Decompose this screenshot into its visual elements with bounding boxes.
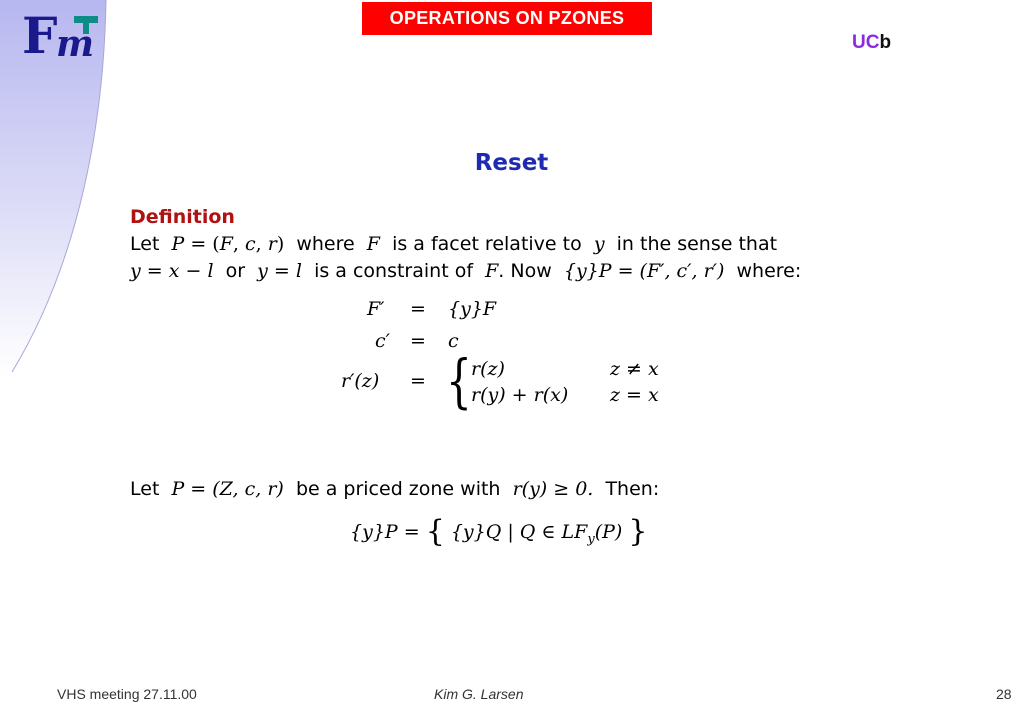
ucb-logo: UCb	[852, 32, 892, 53]
footer-event: VHS meeting 27.11.00	[57, 686, 197, 702]
slide-heading: Reset	[474, 150, 549, 176]
cases-brace: {	[446, 347, 472, 415]
eq-row2-rhs: c	[448, 330, 459, 352]
case1-condition: z ≠ x	[610, 358, 659, 380]
definition-line-1: Let P = (F, c, r) where F is a facet relative to y in the sense that	[130, 233, 778, 255]
result-equation: {y}P = { {y}Q | Q ∈ $LF_y(P)$ }	[350, 514, 648, 549]
theorem-line: Let P = (Z, c, r) be a priced zone with r(y) ≥ 0. Then:	[130, 478, 660, 500]
eq-row1-lhs: F′	[367, 298, 385, 320]
eq-row3-eq: =	[410, 370, 426, 392]
page-number: 28	[996, 686, 1012, 702]
case2-condition: z = x	[610, 384, 659, 406]
eq-row2-lhs: c′	[375, 330, 390, 352]
eq-row1-rhs: {y}F	[448, 298, 497, 320]
eq-row2-eq: =	[410, 330, 426, 352]
eq-row3-lhs: r′(z)	[341, 370, 380, 392]
fm-logo: F m	[22, 10, 102, 64]
eq-row1-eq: =	[410, 298, 426, 320]
case2-value: r(y) + r(x)	[471, 384, 569, 406]
definition-line-2: y = x − l or y = l is a constraint of F. Now {y}P = (F′, c′, r′) where:	[130, 260, 802, 282]
definition-label: Definition	[130, 206, 235, 228]
case1-value: r(z)	[471, 358, 505, 380]
slide-title-banner: OPERATIONS ON PZONES	[362, 2, 652, 35]
footer-author: Kim G. Larsen	[434, 686, 524, 702]
